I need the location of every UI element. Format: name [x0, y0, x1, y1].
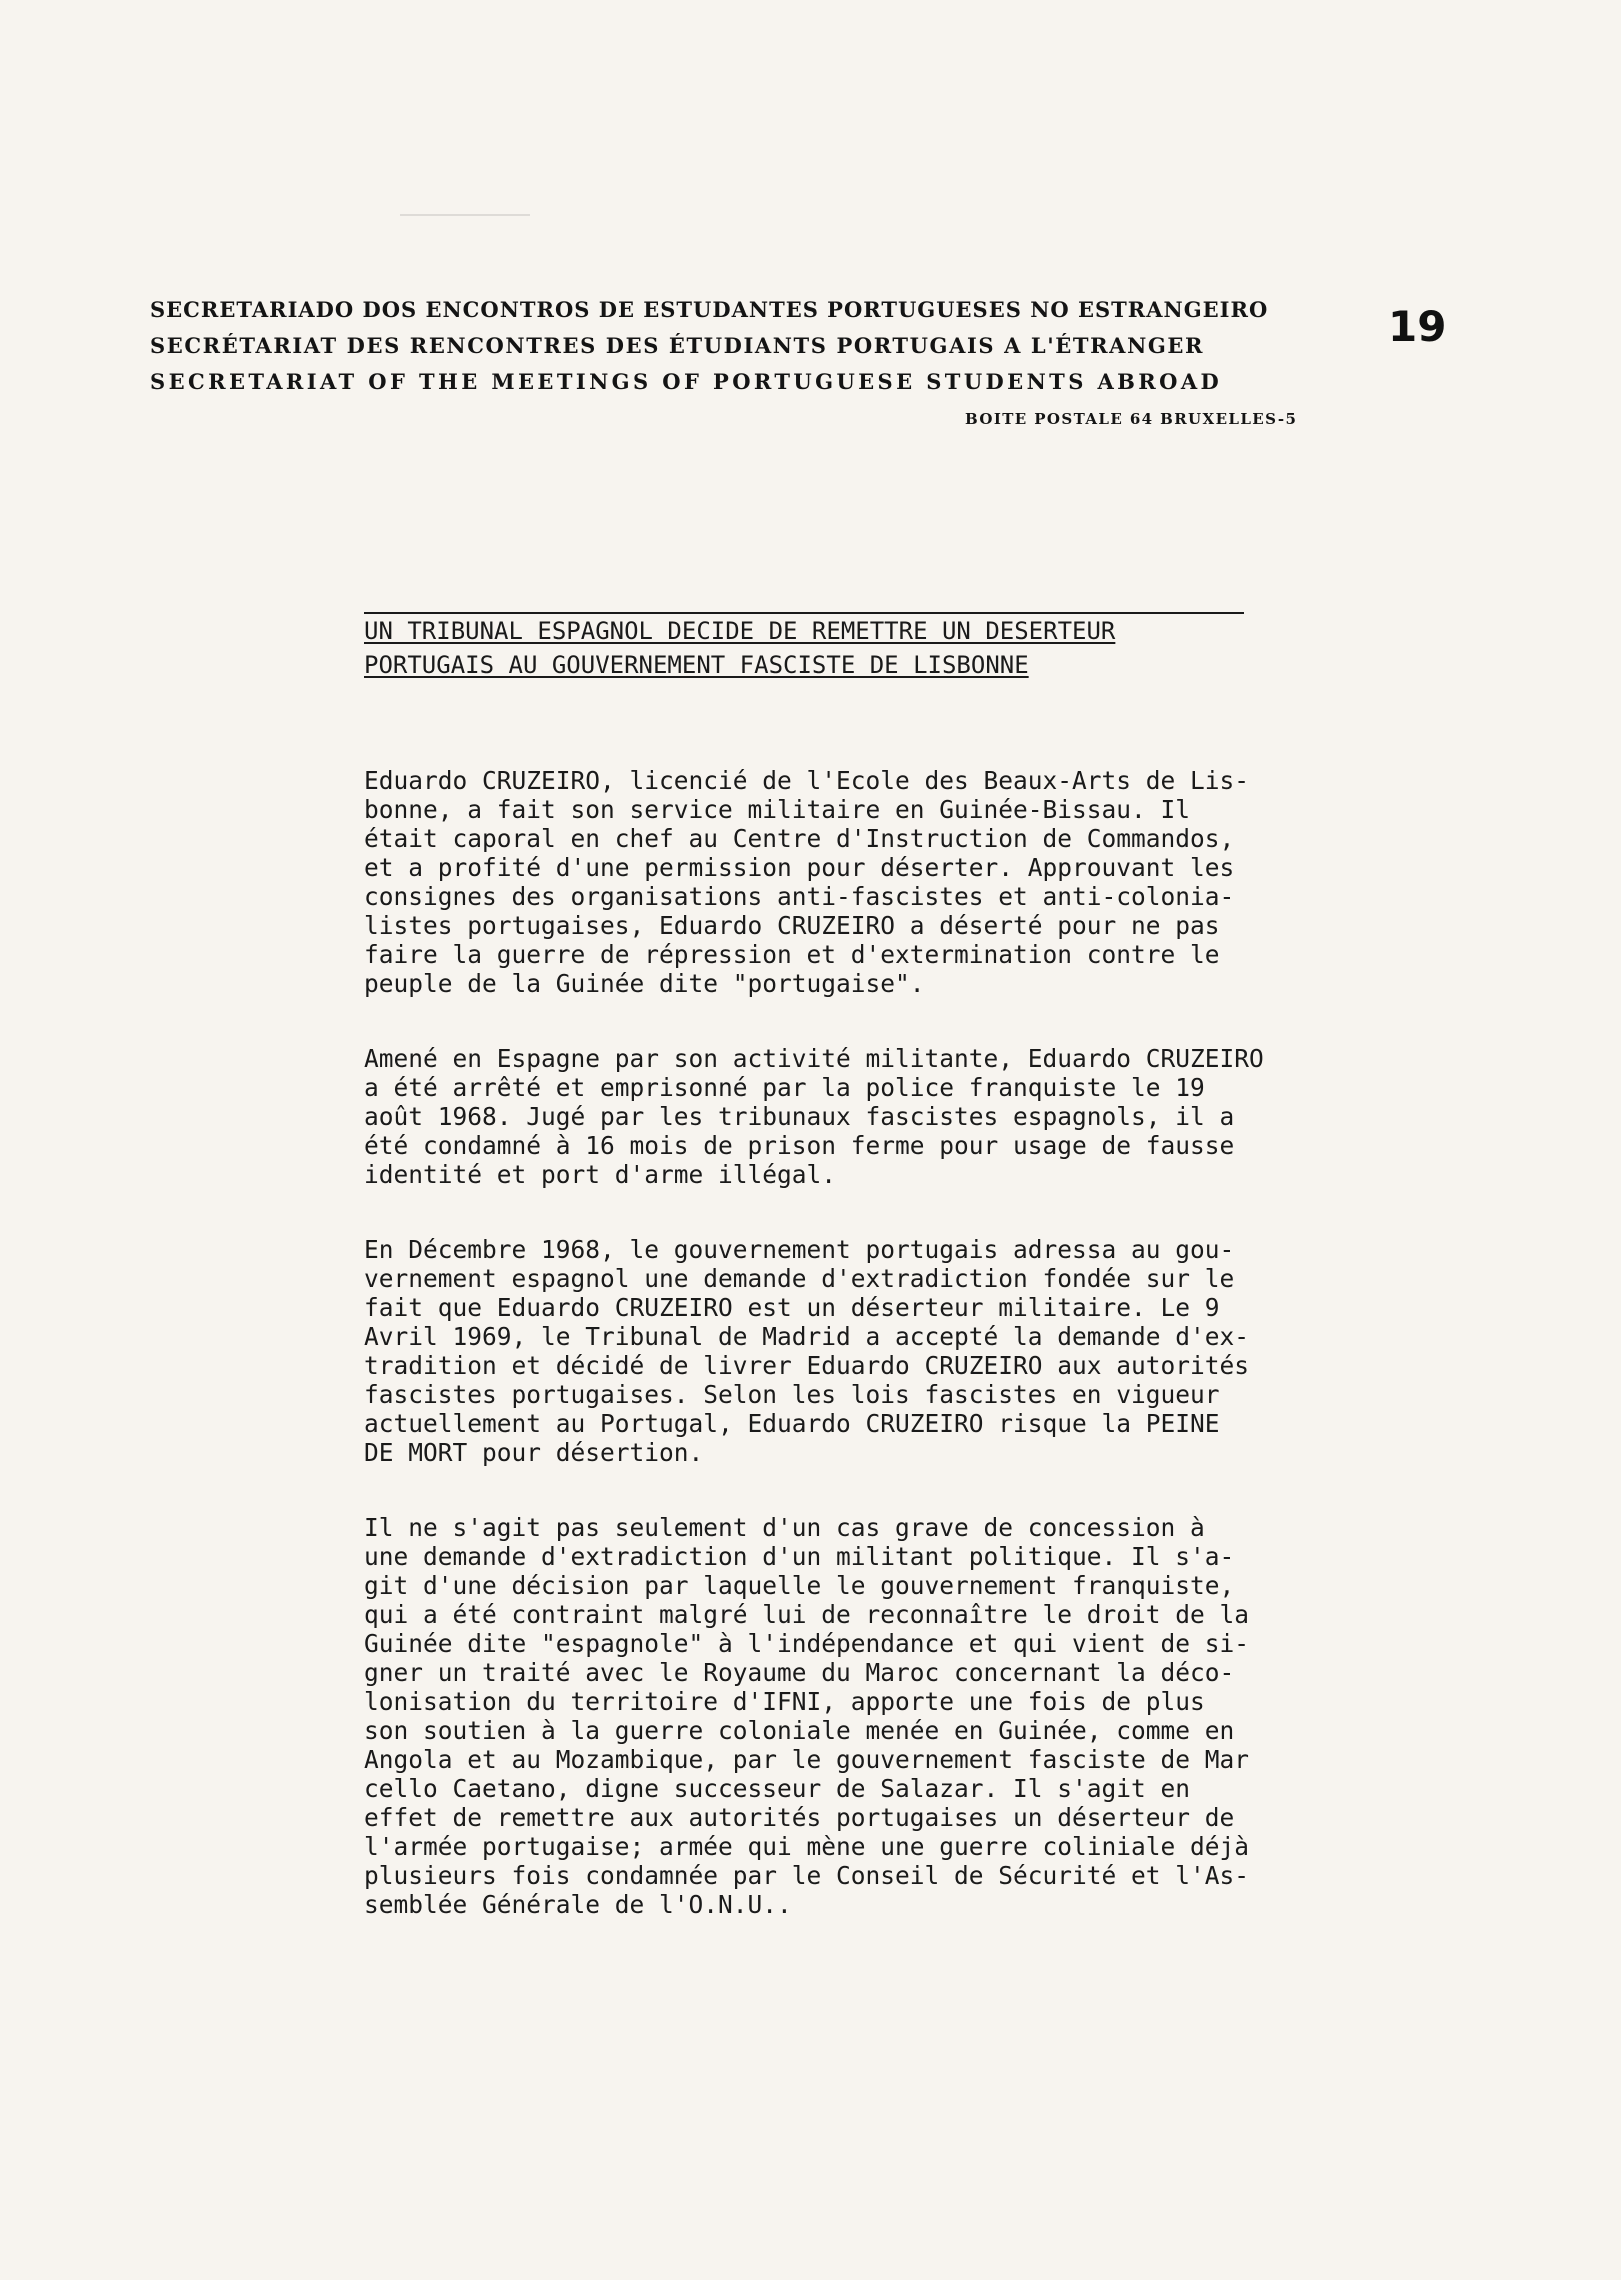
text-line: semblée Générale de l'O.N.U..	[364, 1890, 792, 1919]
text-line: a été arrêté et emprisonné par la police franquiste le 19	[364, 1073, 1205, 1102]
text-line: bonne, a fait son service militaire en Guinée-Bissau. Il	[364, 795, 1191, 824]
text-line: son soutien à la guerre coloniale menée en Guinée, comme en	[364, 1716, 1235, 1745]
text-line: cello Caetano, digne successeur de Salazar. Il s'agit en	[364, 1774, 1191, 1803]
text-line: actuellement au Portugal, Eduardo CRUZEIRO risque la PEINE	[364, 1409, 1220, 1438]
title-line-2: PORTUGAIS AU GOUVERNEMENT FASCISTE DE LISBONNE	[364, 651, 1029, 679]
paragraph	[364, 1044, 1384, 1189]
postal-address: BOITE POSTALE 64 BRUXELLES-5	[965, 410, 1298, 428]
text-line: git d'une décision par laquelle le gouvernement franquiste,	[364, 1571, 1235, 1600]
text-line: En Décembre 1968, le gouvernement portugais adressa au gou-	[364, 1235, 1235, 1264]
text-line: consignes des organisations anti-fascistes et anti-colonia-	[364, 882, 1235, 911]
text-line: Il ne s'agit pas seulement d'un cas grave de concession à	[364, 1513, 1205, 1542]
paragraph	[364, 1235, 1384, 1467]
text-line: et a profité d'une permission pour déserter. Approuvant les	[364, 853, 1235, 882]
text-line: lonisation du territoire d'IFNI, apporte une fois de plus	[364, 1687, 1205, 1716]
text-line: DE MORT pour désertion.	[364, 1438, 704, 1467]
text-line: une demande d'extradiction d'un militant politique. Il s'a-	[364, 1542, 1235, 1571]
letterhead-french: SECRÉTARIAT DES RENCONTRES DES ÉTUDIANTS PORTUGAIS A L'ÉTRANGER	[150, 333, 1205, 358]
text-line: Amené en Espagne par son activité militante, Eduardo CRUZEIRO	[364, 1044, 1264, 1073]
text-line: été condamné à 16 mois de prison ferme pour usage de fausse	[364, 1131, 1235, 1160]
text-line: Angola et au Mozambique, par le gouvernement fasciste de Mar	[364, 1745, 1250, 1774]
text-line: faire la guerre de répression et d'extermination contre le	[364, 940, 1220, 969]
text-line: tradition et décidé de livrer Eduardo CRUZEIRO aux autorités	[364, 1351, 1250, 1380]
text-line: l'armée portugaise; armée qui mène une guerre coliniale déjà	[364, 1832, 1250, 1861]
paragraph	[364, 1513, 1384, 1919]
letterhead-english: SECRETARIAT OF THE MEETINGS OF PORTUGUESE STUDENTS ABROAD	[150, 369, 1223, 394]
text-line: Guinée dite "espagnole" à l'indépendance et qui vient de si-	[364, 1629, 1250, 1658]
letterhead-portuguese: SECRETARIADO DOS ENCONTROS DE ESTUDANTES PORTUGUESES NO ESTRANGEIRO	[150, 297, 1269, 322]
text-line: vernement espagnol une demande d'extradiction fondée sur le	[364, 1264, 1235, 1293]
paragraph	[364, 766, 1384, 998]
letterhead	[150, 292, 1380, 400]
text-line: fascistes portugaises. Selon les lois fascistes en vigueur	[364, 1380, 1220, 1409]
document-number: 19	[1388, 302, 1447, 351]
text-line: Avril 1969, le Tribunal de Madrid a accepté la demande d'ex-	[364, 1322, 1250, 1351]
text-line: était caporal en chef au Centre d'Instruction de Commandos,	[364, 824, 1235, 853]
text-line: effet de remettre aux autorités portugaises un déserteur de	[364, 1803, 1235, 1832]
text-line: fait que Eduardo CRUZEIRO est un déserteur militaire. Le 9	[364, 1293, 1220, 1322]
title-line-1: UN TRIBUNAL ESPAGNOL DECIDE DE REMETTRE UN DESERTEUR	[364, 617, 1116, 645]
text-line: août 1968. Jugé par les tribunaux fascistes espagnols, il a	[364, 1102, 1235, 1131]
article-body	[364, 766, 1384, 1965]
text-line: peuple de la Guinée dite "portugaise".	[364, 969, 925, 998]
text-line: identité et port d'arme illégal.	[364, 1160, 837, 1189]
article-title	[364, 612, 1274, 682]
text-line: gner un traité avec le Royaume du Maroc concernant la déco-	[364, 1658, 1235, 1687]
text-line: qui a été contraint malgré lui de reconnaître le droit de la	[364, 1600, 1250, 1629]
text-line: plusieurs fois condamnée par le Conseil de Sécurité et l'As-	[364, 1861, 1250, 1890]
text-line: Eduardo CRUZEIRO, licencié de l'Ecole des Beaux-Arts de Lis-	[364, 766, 1250, 795]
text-line: listes portugaises, Eduardo CRUZEIRO a déserté pour ne pas	[364, 911, 1220, 940]
bleed-through-rule	[400, 214, 530, 216]
